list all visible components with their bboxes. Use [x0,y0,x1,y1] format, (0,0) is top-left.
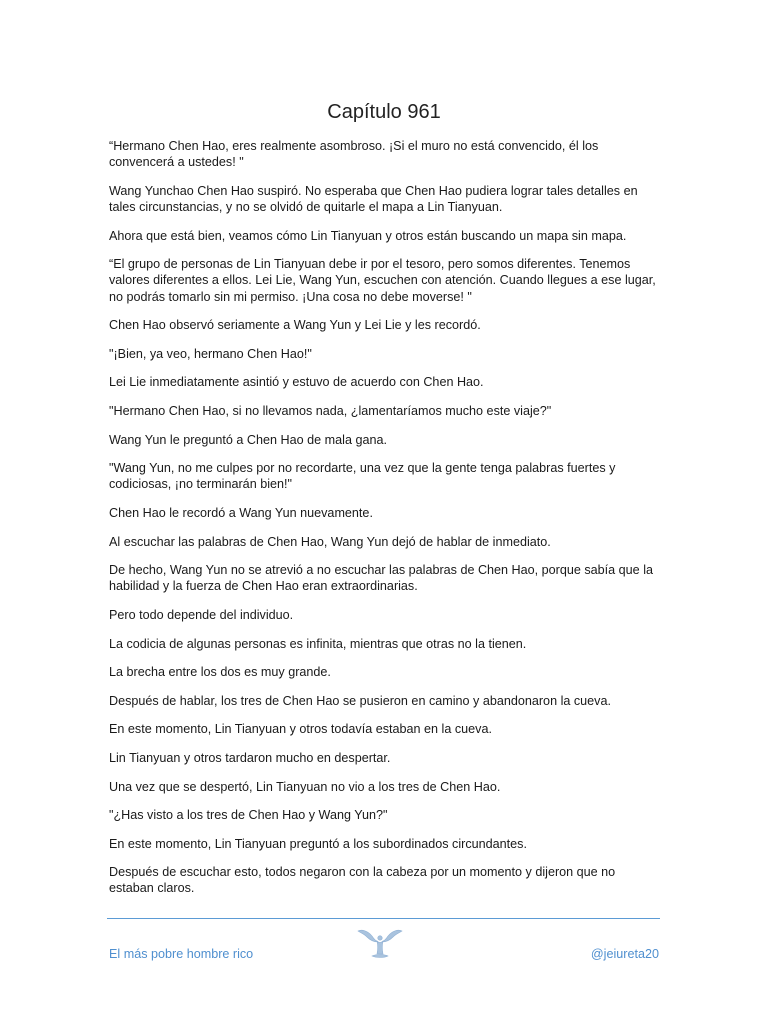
paragraph: Lin Tianyuan y otros tardaron mucho en despertar. [109,750,391,765]
chapter-body [109,138,661,909]
paragraph: La codicia de algunas personas es infinita, mientras que otras no la tienen. [109,636,527,651]
paragraph: "Hermano Chen Hao, si no llevamos nada, ¿lamentaríamos mucho este viaje?" [109,403,552,418]
paragraph: Wang Yunchao Chen Hao suspiró. No esperaba que Chen Hao pudiera lograr tales detalles en tales circunstancias, y no se olvidó de quitarle el mapa a Lin Tianyuan. [109,183,638,214]
paragraph: Lei Lie inmediatamente asintió y estuvo de acuerdo con Chen Hao. [109,375,484,390]
chapter-title: Capítulo 961 [327,101,441,123]
paragraph: En este momento, Lin Tianyuan y otros todavía estaban en la cueva. [109,722,492,737]
paragraph: Wang Yun le preguntó a Chen Hao de mala gana. [109,432,387,447]
paragraph: Después de hablar, los tres de Chen Hao se pusieron en camino y abandonaron la cueva. [109,693,611,708]
paragraph: Chen Hao le recordó a Wang Yun nuevamente. [109,505,373,520]
footer-book-title: El más pobre hombre rico [109,947,254,961]
paragraph: La brecha entre los dos es muy grande. [109,665,331,680]
paragraph: "¡Bien, ya veo, hermano Chen Hao!" [109,346,312,361]
paragraph: Después de escuchar esto, todos negaron con la cabeza por un momento y dijeron que no estaban claros. [109,865,616,896]
paragraph: Al escuchar las palabras de Chen Hao, Wang Yun dejó de hablar de inmediato. [109,534,551,549]
paragraph: “Hermano Chen Hao, eres realmente asombroso. ¡Si el muro no está convencido, él los convencerá a ustedes! " [109,139,599,170]
footer-author-handle: @jeiureta20 [590,947,659,961]
paragraph: “El grupo de personas de Lin Tianyuan debe ir por el tesoro, pero somos diferentes. Tenemos valores diferentes a ellos. Lei Lie, Wang Yun, escuchen con atención. Cuando llegues a ese lugar, no podrás tomarlo sin mi permiso. ¡Una cosa no debe moverse! " [109,257,656,304]
footer-divider [107,918,660,919]
paragraph: Una vez que se despertó, Lin Tianyuan no vio a los tres de Chen Hao. [109,779,501,794]
paragraph: "Wang Yun, no me culpes por no recordarte, una vez que la gente tenga palabras fuertes y codiciosas, ¡no terminarán bien!" [109,461,616,492]
paragraph: En este momento, Lin Tianyuan preguntó a los subordinados circundantes. [109,836,527,851]
ornamental-fleuron-icon [356,927,404,961]
paragraph: Chen Hao observó seriamente a Wang Yun y Lei Lie y les recordó. [109,318,481,333]
paragraph: De hecho, Wang Yun no se atrevió a no escuchar las palabras de Chen Hao, porque sabía que la habilidad y la fuerza de Chen Hao eran extraordinarias. [109,563,653,594]
paragraph: Ahora que está bien, veamos cómo Lin Tianyuan y otros están buscando un mapa sin mapa. [109,228,627,243]
paragraph: "¿Has visto a los tres de Chen Hao y Wang Yun?" [109,808,388,823]
paragraph: Pero todo depende del individuo. [109,607,294,622]
